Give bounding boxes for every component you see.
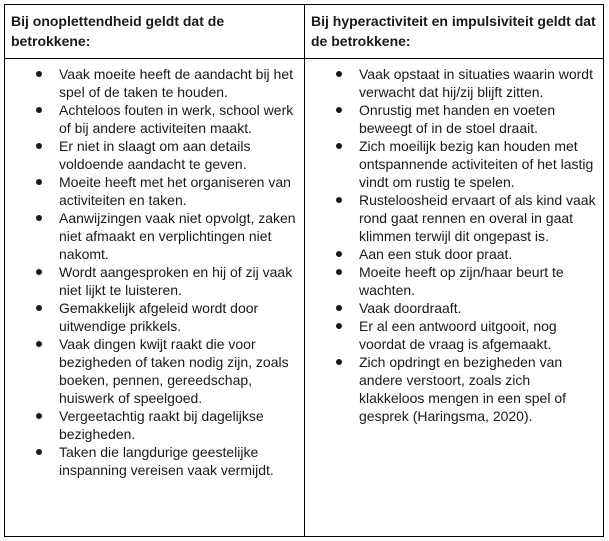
- list-item: Gemakkelijk afgeleid wordt door uitwendige prikkels.: [5, 299, 304, 335]
- list-item: Vergeetachtig raakt bij dagelijkse bezigheden.: [5, 407, 304, 443]
- list-item: Aanwijzingen vaak niet opvolgt, zaken niet afmaakt en verplichtingen niet nakomt.: [5, 209, 304, 263]
- list-item: Vaak opstaat in situaties waarin wordt verwacht dat hij/zij blijft zitten.: [305, 65, 603, 101]
- list-item: Er niet in slaagt om aan details voldoende aandacht te geven.: [5, 137, 304, 173]
- header-hyperactivity-text: Bij hyperactiviteit en impulsiviteit geldt dat de betrokkene:: [311, 13, 596, 49]
- list-item: Taken die langdurige geestelijke inspanning vereisen vaak vermijdt.: [5, 443, 304, 479]
- list-item: Aan een stuk door praat.: [305, 245, 603, 263]
- list-item: Vaak dingen kwijt raakt die voor bezigheden of taken nodig zijn, zoals boeken, pennen, gereedschap, huiswerk of speelgoed.: [5, 335, 304, 407]
- list-item: Achteloos fouten in werk, school werk of bij andere activiteiten maakt.: [5, 101, 304, 137]
- inattention-list: [5, 65, 304, 479]
- inattention-column: [5, 59, 305, 536]
- list-item: Er al een antwoord uitgooit, nog voordat de vraag is afgemaakt.: [305, 317, 603, 353]
- hyperactivity-column: [305, 59, 603, 536]
- list-item: Wordt aangesproken en hij of zij vaak niet lijkt te luisteren.: [5, 263, 304, 299]
- hyperactivity-list: [305, 65, 603, 425]
- header-inattention: [5, 5, 305, 59]
- symptom-table: [4, 4, 604, 537]
- list-item: Moeite heeft op zijn/haar beurt te wachten.: [305, 263, 603, 299]
- header-hyperactivity: [305, 5, 603, 59]
- list-item: Moeite heeft met het organiseren van activiteiten en taken.: [5, 173, 304, 209]
- list-item: Zich opdringt en bezigheden van andere verstoort, zoals zich klakkeloos mengen in een spel of gesprek (Haringsma, 2020).: [305, 353, 603, 425]
- list-item: Onrustig met handen en voeten beweegt of in de stoel draait.: [305, 101, 603, 137]
- header-inattention-text: Bij onoplettendheid geldt dat de betrokkene:: [11, 13, 225, 49]
- list-item: Vaak doordraaft.: [305, 299, 603, 317]
- list-item: Rusteloosheid ervaart of als kind vaak rond gaat rennen en overal in gaat klimmen terwijl dit ongepast is.: [305, 191, 603, 245]
- list-item: Zich moeilijk bezig kan houden met ontspannende activiteiten of het lastig vindt om rustig te spelen.: [305, 137, 603, 191]
- list-item: Vaak moeite heeft de aandacht bij het spel of de taken te houden.: [5, 65, 304, 101]
